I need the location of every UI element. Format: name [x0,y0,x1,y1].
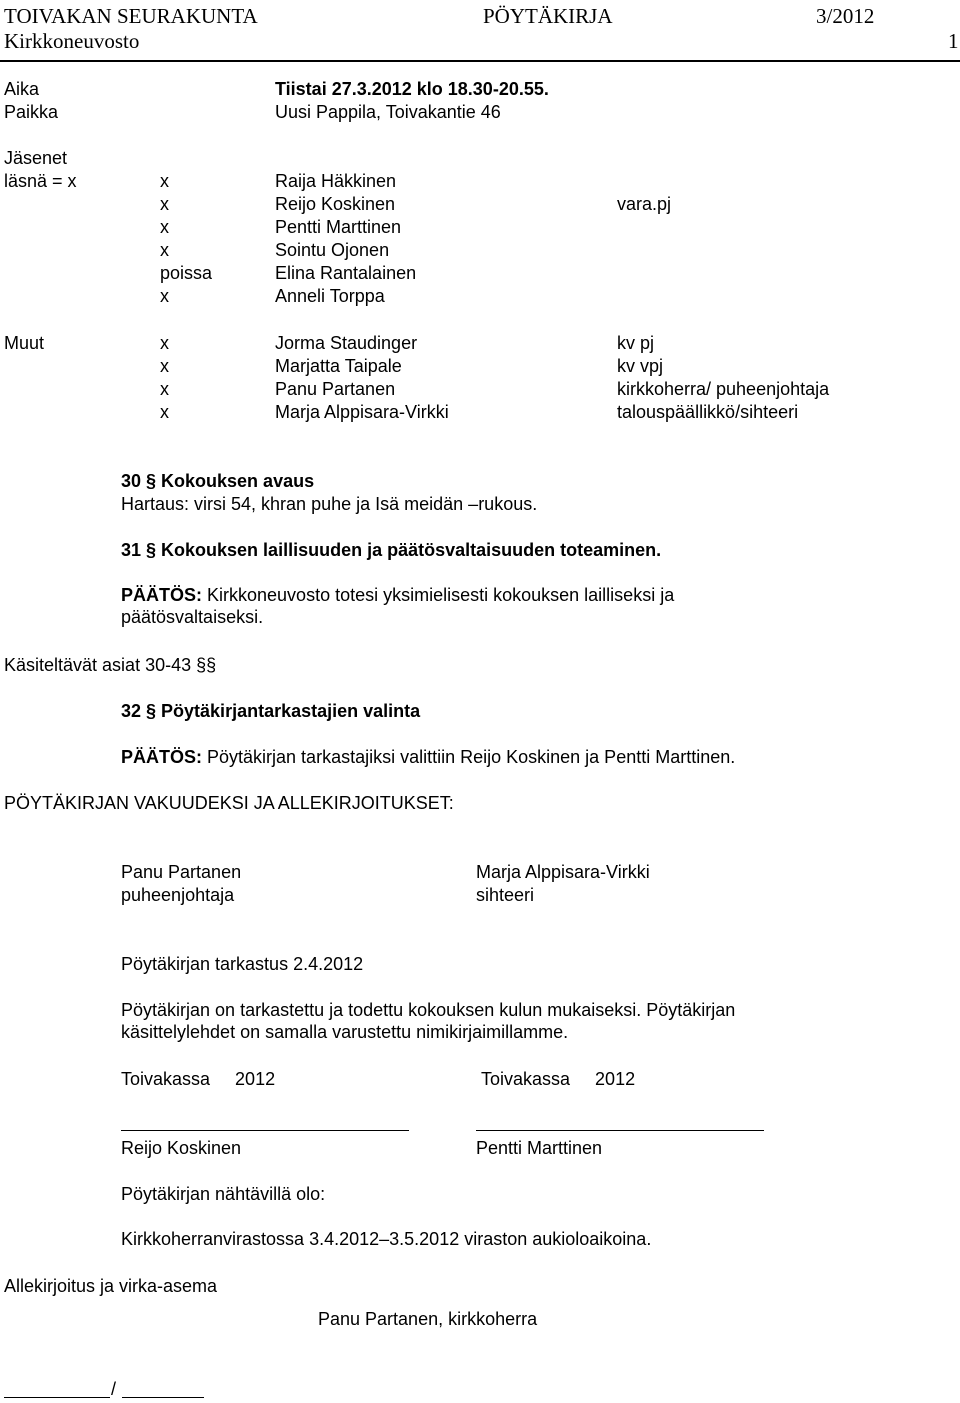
time-value: Tiistai 27.3.2012 klo 18.30-20.55. [275,79,549,99]
section-31-decision [121,584,761,628]
member-name: Raija Häkkinen [275,171,397,191]
other-name: Jorma Staudinger [275,333,418,353]
decision-label: PÄÄTÖS: [121,747,202,767]
signer-1-name: Panu Partanen [121,862,242,882]
header-rule [0,60,960,62]
signer-2-role: sihteeri [476,885,535,905]
section-32-title: 32 § Pöytäkirjantarkastajien valinta [121,701,421,721]
section-32-decision [121,746,735,768]
signer-name-title: Panu Partanen, kirkkoherra [318,1309,538,1329]
time-label: Aika [4,79,40,99]
place-label: Paikka [4,102,59,122]
others-label: Muut [4,333,45,353]
reviewer-2-name: Pentti Marttinen [476,1138,603,1158]
section-30-title: 30 § Kokouksen avaus [121,471,315,491]
section-30-body: Hartaus: virsi 54, khran puhe ja Isä meidän –rukous. [121,494,538,514]
signatures-heading: PÖYTÄKIRJAN VAKUUDEKSI JA ALLEKIRJOITUKSET: [4,793,454,813]
signature-line-2 [476,1130,764,1131]
signature-label: Allekirjoitus ja virka-asema [4,1276,218,1296]
handled-items-label: Käsiteltävät asiat 30-43 §§ [4,655,217,675]
reviewer-1-name: Reijo Koskinen [121,1138,242,1158]
review-place-2: Toivakassa 2012 [481,1069,636,1089]
member-name: Elina Rantalainen [275,263,417,283]
other-name: Marja Alppisara-Virkki [275,402,449,422]
decision-label: PÄÄTÖS: [121,585,202,605]
other-role: kirkkoherra/ puheenjohtaja [617,379,830,399]
other-role: talouspäällikkö/sihteeri [617,402,799,422]
org-name: TOIVAKAN SEURAKUNTA [4,4,258,28]
doc-type: PÖYTÄKIRJA [483,4,613,28]
member-note: vara.pj [617,194,672,214]
member-mark: poissa [160,263,213,283]
display-label: Pöytäkirjan nähtävillä olo: [121,1184,326,1204]
other-name: Marjatta Taipale [275,356,402,376]
other-mark: x [160,379,169,399]
review-heading: Pöytäkirjan tarkastus 2.4.2012 [121,954,364,974]
signer-1-role: puheenjohtaja [121,885,235,905]
member-mark: x [160,194,169,214]
other-mark: x [160,333,169,353]
member-name: Anneli Torppa [275,286,385,306]
doc-number: 3/2012 [816,4,875,28]
review-place-1: Toivakassa 2012 [121,1069,276,1089]
members-legend: läsnä = x [4,171,77,191]
signer-2-name: Marja Alppisara-Virkki [476,862,650,882]
other-mark: x [160,402,169,422]
member-name: Pentti Marttinen [275,217,402,237]
date-line-month [122,1397,204,1398]
other-mark: x [160,356,169,376]
place-value: Uusi Pappila, Toivakantie 46 [275,102,501,122]
signature-line-1 [121,1130,409,1131]
section-31-title: 31 § Kokouksen laillisuuden ja päätösvaltaisuuden toteaminen. [121,540,662,560]
date-line-day [4,1397,110,1398]
decision-text: Pöytäkirjan tarkastajiksi valittiin Reijo Koskinen ja Pentti Marttinen. [207,747,736,767]
decision-text: Kirkkoneuvosto totesi yksimielisesti kokouksen lailliseksi ja päätösvaltaiseksi. [121,585,675,627]
page-number: 1 [948,29,959,53]
other-role: kv pj [617,333,655,353]
members-heading: Jäsenet [4,148,68,168]
member-name: Reijo Koskinen [275,194,396,214]
member-mark: x [160,286,169,306]
member-mark: x [160,240,169,260]
date-slash: / [111,1379,117,1399]
body-name: Kirkkoneuvosto [4,29,140,53]
member-mark: x [160,171,169,191]
display-text: Kirkkoherranvirastossa 3.4.2012–3.5.2012 viraston aukioloaikoina. [121,1229,652,1249]
member-name: Sointu Ojonen [275,240,390,260]
review-text: Pöytäkirjan on tarkastettu ja todettu kokouksen kulun mukaiseksi. Pöytäkirjan käsittelylehdet on samalla varustettu nimikirjaimillamme. [121,1000,736,1042]
member-mark: x [160,217,169,237]
other-name: Panu Partanen [275,379,396,399]
other-role: kv vpj [617,356,664,376]
